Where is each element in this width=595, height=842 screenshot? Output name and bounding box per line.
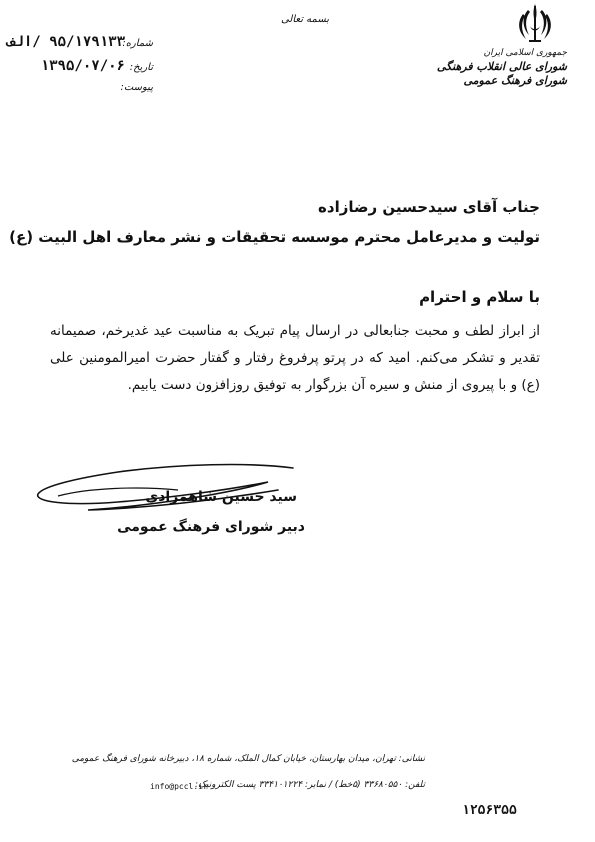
date-label: تاریخ: — [129, 62, 153, 73]
org-line-department: شورای فرهنگ عمومی — [463, 74, 567, 87]
greeting: با سلام و احترام — [419, 288, 540, 306]
letter-number: ۹۵/۱۷۹۱۳۳ /الف — [6, 34, 125, 50]
number-label: شماره: — [122, 38, 153, 49]
meta-number-row — [8, 34, 153, 58]
org-line-council: شورای عالی انقلاب فرهنگی — [436, 60, 567, 73]
organization-header — [437, 46, 567, 88]
signer-name: سید حسین شاهمرادی — [145, 489, 297, 505]
signer-title: دبیر شورای فرهنگ عمومی — [117, 519, 305, 535]
iran-emblem-icon — [515, 2, 555, 44]
bismillah-heading: بسمه تعالی — [280, 14, 330, 25]
letter-meta — [8, 34, 153, 106]
footer-divider — [120, 742, 550, 743]
recipient-name: جناب آقای سیدحسین رضازاده — [318, 198, 540, 216]
org-line-country: جمهوری اسلامی ایران — [483, 48, 567, 58]
attachment-label: پیوست: — [120, 82, 153, 93]
footer-phone: تلفن: ۳۳۶۸۰۵۵۰ (۵خط) / نمابر: ۳۳۴۱۰۱۲۲۴ پست الکترونیک: — [194, 780, 425, 790]
letter-date: ۱۳۹۵/۰۷/۰۶ — [40, 58, 125, 74]
document-number: ۱۲۵۶۳۵۵ — [462, 803, 517, 818]
footer-email-link[interactable]: info@pccl.ir — [150, 782, 208, 791]
letter-body: از ابراز لطف و محبت جنابعالی در ارسال پیام تبریک به مناسبت عید غدیرخم، صمیمانه تقدیر و تشکر می‌کنم. امید که در پرتو پرفروغ رفتار و گفتار حضرت امیرالمومنین علی (ع) و با پیروی از منش و سیره آن بزرگوار به توفیق روزافزون دست یابیم. — [50, 323, 540, 393]
footer-address: نشانی: تهران، میدان بهارستان، خیابان کمال الملک، شماره ۱۸، دبیرخانه شورای فرهنگ عمومی — [71, 754, 425, 764]
meta-date-row — [8, 58, 153, 82]
meta-attachment-row — [8, 82, 153, 106]
recipient-title: تولیت و مدیرعامل محترم موسسه تحقیقات و نشر معارف اهل البیت (ع) — [9, 228, 540, 246]
